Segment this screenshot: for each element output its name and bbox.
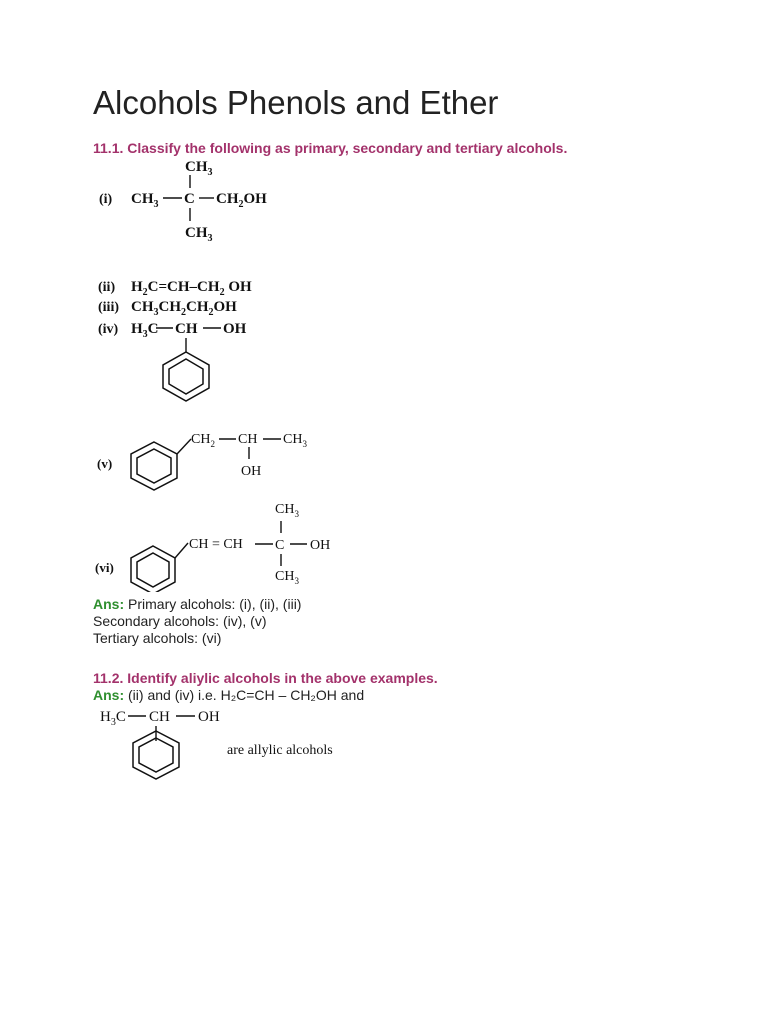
ch-v: CH xyxy=(238,432,258,447)
structure-v xyxy=(93,425,333,500)
benzene-ring-vi xyxy=(131,546,175,592)
allylic-figure xyxy=(96,703,376,783)
oh-v: OH xyxy=(241,464,262,479)
central-carbon: C xyxy=(184,191,195,207)
answer-primary-text: Primary alcohols: (i), (ii), (iii) xyxy=(128,596,302,612)
answer-11-2 xyxy=(93,687,364,703)
label-ii: (ii) xyxy=(98,280,116,295)
structures-ii-iii-iv xyxy=(93,275,313,403)
benzene-ring-allylic xyxy=(133,731,179,779)
label-iii: (iii) xyxy=(98,300,119,315)
answer-tertiary: Tertiary alcohols: (vi) xyxy=(93,630,222,646)
benzene-ring-v xyxy=(131,442,177,490)
carbon-vi: C xyxy=(275,538,285,553)
left-methyl: $CH_3$ xyxy=(131,191,159,210)
answer-primary xyxy=(93,596,301,612)
label-v: (v) xyxy=(97,456,113,471)
answer-label-2: Ans: xyxy=(93,687,125,703)
methyl-iv: $H_3C$ xyxy=(131,321,159,340)
answer-label: Ans: xyxy=(93,596,125,612)
page-title: Alcohols Phenols and Ether xyxy=(93,84,499,121)
top-methyl: $CH_3$ xyxy=(185,159,213,178)
question-11-2: 11.2. Identify aliylic alcohols in the above examples. xyxy=(93,670,438,686)
formula-iii: $CH_3CH_2CH_2OH$ xyxy=(131,299,237,318)
ch3-v: $CH_3$ xyxy=(283,432,307,449)
allylic-caption: are allylic alcohols xyxy=(227,743,333,758)
bottom-methyl-vi: $CH_3$ xyxy=(275,569,299,586)
label-vi: (vi) xyxy=(95,560,114,575)
structure-i xyxy=(93,155,303,245)
bottom-methyl: $CH_3$ xyxy=(185,225,213,244)
ch2-v: $CH_2$ xyxy=(191,432,215,449)
top-methyl-vi: $CH_3$ xyxy=(275,502,299,519)
label-iv: (iv) xyxy=(98,322,119,337)
ch-iv: CH xyxy=(175,321,198,337)
vinyl-chain-vi: CH = CH xyxy=(189,537,243,552)
benzene-ring-iv xyxy=(163,352,209,401)
answer-11-2-text: (ii) and (iv) i.e. H₂C=CH – CH₂OH and xyxy=(128,687,365,703)
answer-secondary: Secondary alcohols: (iv), (v) xyxy=(93,613,267,629)
ch-allylic: CH xyxy=(149,709,170,725)
structure-vi xyxy=(93,497,353,592)
oh-allylic: OH xyxy=(198,709,220,725)
oh-iv: OH xyxy=(223,321,247,337)
oh-vi: OH xyxy=(310,538,331,553)
hydroxymethyl: $CH_2OH$ xyxy=(216,191,267,210)
question-11-1: 11.1. Classify the following as primary, secondary and tertiary alcohols. xyxy=(93,140,568,156)
label-i: (i) xyxy=(99,192,113,207)
formula-ii: $H_2C=CH-CH_2$ OH xyxy=(131,279,252,298)
methyl-allylic: $H_3C$ xyxy=(100,709,126,728)
